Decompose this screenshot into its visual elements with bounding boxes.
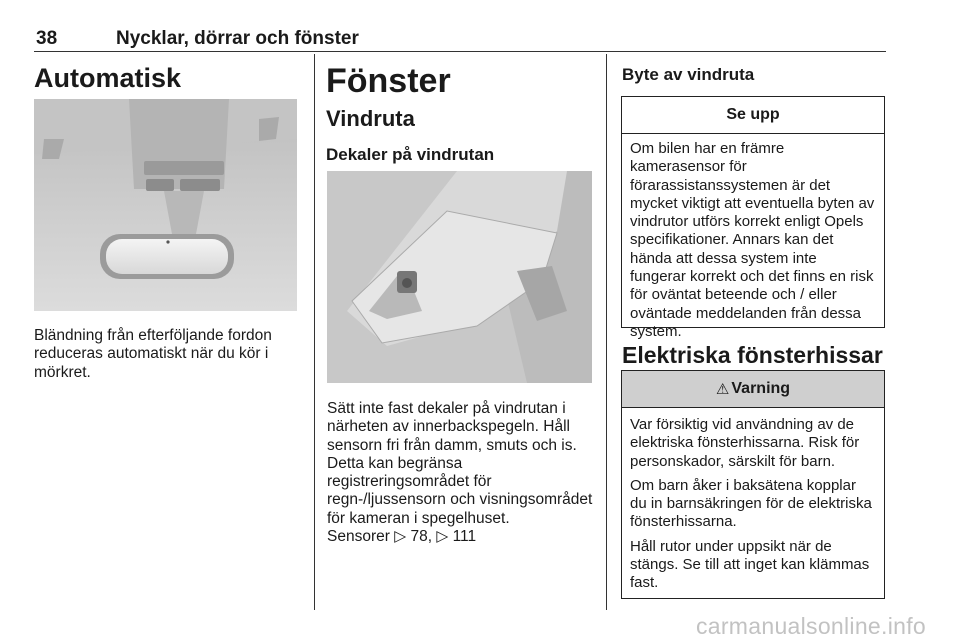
- warning-box-header: [622, 371, 884, 408]
- caution-box: [621, 96, 885, 340]
- sensor-reference-label: Sensorer: [327, 528, 390, 545]
- warning-box: [621, 370, 885, 599]
- page-number: 38: [36, 28, 58, 49]
- windshield-sensor-illustration: [327, 171, 592, 383]
- page-reference-arrow-icon: ▷: [394, 528, 407, 545]
- subheading-windscreen: Vindruta: [326, 106, 415, 131]
- auto-dimming-description: Bländning från efterföljande fordon reduceras automatiskt när du kör i mörkret.: [34, 327, 272, 381]
- section-heading-power-windows: Elektriska fönsterhissar: [622, 342, 883, 368]
- section-heading-auto-dimming: Automatisk: [34, 63, 182, 93]
- page-reference-1[interactable]: 78,: [410, 528, 433, 545]
- windshield-sensor-photo: [327, 171, 592, 383]
- warning-paragraph: Var försiktig vid användning av de elektriska fönsterhissarna. Risk för personskador, särskilt för barn.: [630, 416, 860, 470]
- page-reference-2[interactable]: 111: [452, 528, 477, 545]
- subheading-windscreen-replacement: Byte av vindruta: [622, 65, 755, 84]
- warning-paragraph: Håll rutor under uppsikt när de stängs. Se till att inget kan klämmas fast.: [630, 537, 870, 592]
- header-divider: [34, 51, 886, 52]
- page-heading-windows: Fönster: [326, 62, 451, 100]
- watermark: carmanualsonline.info: [695, 613, 926, 639]
- subheading-windscreen-stickers: Dekaler på vindrutan: [326, 145, 495, 164]
- windscreen-sticker-description: Sätt inte fast dekaler på vindrutan i närheten av innerbackspegeln. Håll sensorn fri från damm, smuts och is. Detta kan begränsa registreringsområdet för regn-/ljussensorn och visningsområdet för kameran i spegelhuset.: [327, 400, 593, 527]
- chapter-title: Nycklar, dörrar och fönster: [116, 28, 359, 49]
- page-reference-arrow-icon: ▷: [436, 528, 449, 545]
- caution-box-title: Se upp: [622, 97, 884, 134]
- warning-box-title: Varning: [731, 380, 791, 397]
- rearview-mirror-photo: [34, 99, 297, 311]
- caution-box-text: Om bilen har en främre kamerasensor för förarassistanssystemen är det mycket viktigt att eventuella byten av vindrutor utförs korrekt enligt Opels specifikationer. Annars kan det hända att dessa system inte fungerar korrekt och det finns en risk för oväntat beteende och / eller oväntade meddelanden från dessa system.: [630, 140, 875, 340]
- rearview-mirror-illustration: [34, 99, 297, 311]
- column-divider-right: [606, 54, 607, 610]
- warning-paragraph: Om barn åker i baksätena kopplar du in barnsäkringen för de elektriska fönsterhissarna.: [630, 476, 872, 531]
- warning-triangle-icon: ⚠: [715, 381, 730, 398]
- column-divider-left: [314, 54, 315, 610]
- sensor-reference: [327, 528, 595, 546]
